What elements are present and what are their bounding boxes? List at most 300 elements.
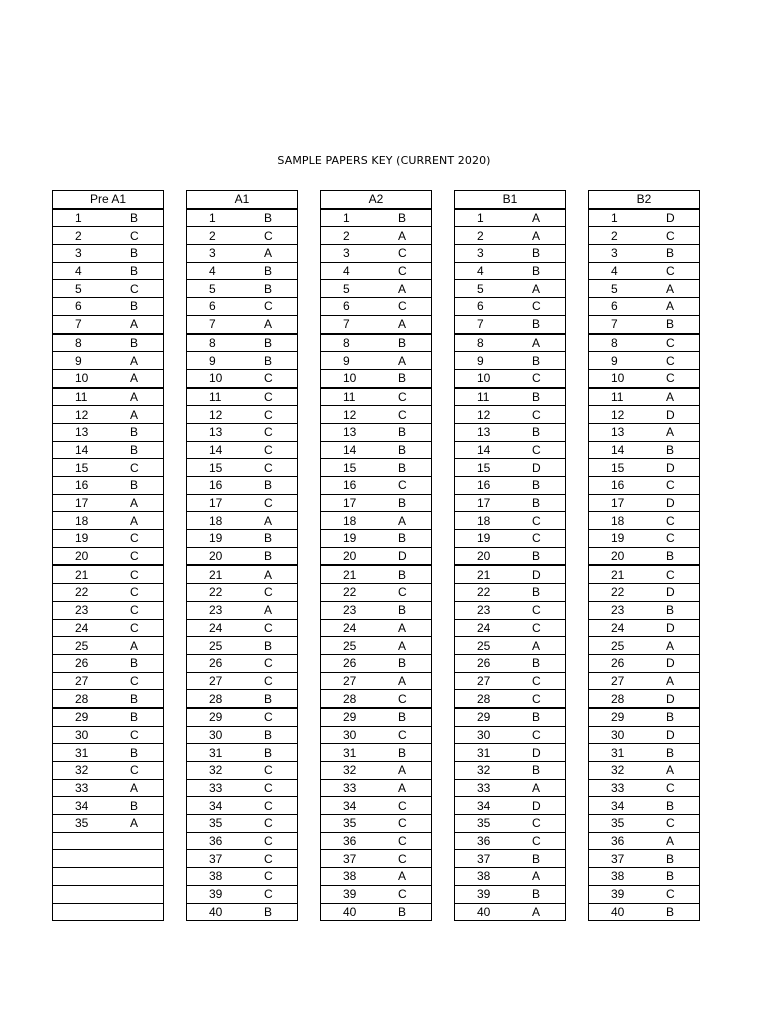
table-row (187, 530, 298, 548)
answer-letter: C (242, 885, 298, 903)
answer-letter: B (510, 547, 566, 565)
answer-letter: C (242, 227, 298, 245)
answer-letter: B (376, 459, 432, 477)
answer-letter: A (376, 512, 432, 530)
answer-letter: C (644, 227, 700, 245)
table-row (589, 815, 700, 833)
table-row (187, 726, 298, 744)
answer-letter: C (376, 406, 432, 424)
answer-letter: C (108, 547, 164, 565)
table-row (589, 565, 700, 583)
table-row (321, 654, 432, 672)
table-row (53, 388, 164, 406)
question-number: 14 (321, 441, 377, 459)
answer-letter: B (644, 850, 700, 868)
question-number: 26 (187, 654, 243, 672)
question-number: 33 (321, 779, 377, 797)
question-number: 11 (589, 388, 645, 406)
question-number: 6 (455, 298, 511, 316)
table-row (589, 708, 700, 726)
table-row (53, 601, 164, 619)
question-number: 38 (187, 868, 243, 886)
table-header: Pre A1 (53, 191, 164, 209)
table-row (589, 762, 700, 780)
table-row (589, 459, 700, 477)
question-number: 28 (455, 690, 511, 708)
answer-letter: C (376, 690, 432, 708)
answer-letter: A (644, 280, 700, 298)
answer-letter: B (510, 494, 566, 512)
table-row (53, 637, 164, 655)
answer-letter: C (242, 708, 298, 726)
question-number: 9 (187, 352, 243, 370)
table-row (187, 708, 298, 726)
question-number: 8 (589, 334, 645, 352)
table-row (53, 762, 164, 780)
table-row (321, 315, 432, 333)
table-row (455, 388, 566, 406)
answer-letter: C (644, 352, 700, 370)
answer-letter: B (376, 530, 432, 548)
answer-letter: C (644, 565, 700, 583)
question-number: 34 (455, 797, 511, 815)
question-number: 17 (321, 494, 377, 512)
answer-letter: B (510, 388, 566, 406)
question-number: 12 (589, 406, 645, 424)
table-row (53, 315, 164, 333)
table-row (455, 797, 566, 815)
table-row (455, 654, 566, 672)
answer-letter: C (644, 334, 700, 352)
answer-letter: C (242, 441, 298, 459)
table-row (321, 209, 432, 227)
answer-letter: C (242, 779, 298, 797)
question-number: 23 (321, 601, 377, 619)
question-number: 20 (53, 547, 109, 565)
answer-letter: A (644, 298, 700, 316)
table-row (187, 584, 298, 602)
table-row (53, 406, 164, 424)
table-row (589, 352, 700, 370)
answer-letter: B (242, 690, 298, 708)
answer-letter: A (376, 762, 432, 780)
table-row (589, 245, 700, 263)
table-row (321, 779, 432, 797)
answer-letter: B (510, 762, 566, 780)
table-row (589, 672, 700, 690)
answer-letter: B (242, 547, 298, 565)
answer-letter: B (108, 797, 164, 815)
table-row (455, 530, 566, 548)
question-number: 15 (589, 459, 645, 477)
answer-letter: B (376, 334, 432, 352)
table-row (53, 334, 164, 352)
table-row (455, 315, 566, 333)
answer-letter: C (242, 815, 298, 833)
table-row (53, 494, 164, 512)
question-number: 21 (455, 565, 511, 583)
question-number: 20 (321, 547, 377, 565)
table-row (589, 209, 700, 227)
question-number: 1 (53, 209, 109, 227)
answer-letter: C (644, 512, 700, 530)
answer-letter: B (108, 441, 164, 459)
table-row (455, 262, 566, 280)
answer-letter: D (644, 726, 700, 744)
answer-letter: C (108, 280, 164, 298)
answer-letter: B (510, 654, 566, 672)
question-number: 35 (455, 815, 511, 833)
table-row (455, 584, 566, 602)
question-number: 2 (187, 227, 243, 245)
answer-letter: A (644, 388, 700, 406)
table-row (53, 369, 164, 387)
answer-letter: A (108, 494, 164, 512)
answer-letter: B (108, 423, 164, 441)
table-row (455, 637, 566, 655)
answer-letter: B (242, 530, 298, 548)
answer-letter: C (644, 815, 700, 833)
question-number: 14 (589, 441, 645, 459)
question-number: 18 (53, 512, 109, 530)
answer-letter: A (108, 406, 164, 424)
answer-letter: C (108, 459, 164, 477)
answer-letter: D (644, 459, 700, 477)
answer-letter: B (108, 245, 164, 263)
table-row (53, 441, 164, 459)
table-row (187, 315, 298, 333)
answer-letter: C (242, 619, 298, 637)
question-number: 24 (589, 619, 645, 637)
answer-letter: C (242, 850, 298, 868)
answer-key-table (52, 190, 164, 921)
table-row (455, 547, 566, 565)
table-row (187, 494, 298, 512)
answer-letter: A (108, 315, 164, 333)
answer-letter: A (108, 369, 164, 387)
question-number: 14 (53, 441, 109, 459)
answer-letter: B (510, 262, 566, 280)
table-row (187, 868, 298, 886)
table-row (321, 388, 432, 406)
table-row (187, 477, 298, 495)
question-number: 18 (589, 512, 645, 530)
question-number: 32 (455, 762, 511, 780)
table-row (455, 726, 566, 744)
answer-letter: C (242, 494, 298, 512)
answer-letter: C (242, 406, 298, 424)
table-row (455, 690, 566, 708)
table-row (589, 601, 700, 619)
answer-letter: A (242, 315, 298, 333)
answer-letter: C (510, 441, 566, 459)
question-number: 21 (321, 565, 377, 583)
table-row (321, 868, 432, 886)
answer-letter: A (108, 352, 164, 370)
question-number: 11 (53, 388, 109, 406)
answer-letter: A (108, 637, 164, 655)
table-row (187, 298, 298, 316)
table-row (589, 280, 700, 298)
table-row (321, 334, 432, 352)
table-row (455, 850, 566, 868)
table-row (53, 584, 164, 602)
answer-letter: C (644, 530, 700, 548)
answer-letter: B (242, 262, 298, 280)
answer-letter: A (644, 672, 700, 690)
question-number: 24 (455, 619, 511, 637)
table-row (187, 637, 298, 655)
answer-letter: B (108, 298, 164, 316)
table-row (321, 459, 432, 477)
question-number: 4 (321, 262, 377, 280)
answer-letter: B (644, 797, 700, 815)
answer-letter: A (510, 868, 566, 886)
question-number: 27 (187, 672, 243, 690)
question-number: 37 (455, 850, 511, 868)
answer-letter: B (108, 477, 164, 495)
answer-letter: B (644, 601, 700, 619)
question-number (53, 903, 109, 921)
answer-letter: B (510, 584, 566, 602)
question-number: 9 (321, 352, 377, 370)
answer-letter: B (242, 334, 298, 352)
table-row (321, 477, 432, 495)
question-number: 17 (53, 494, 109, 512)
answer-letter: C (108, 584, 164, 602)
table-row (321, 245, 432, 263)
question-number: 3 (455, 245, 511, 263)
answer-letter: B (108, 654, 164, 672)
question-number: 3 (589, 245, 645, 263)
table-row (187, 654, 298, 672)
question-number: 19 (187, 530, 243, 548)
question-number: 7 (455, 315, 511, 333)
answer-letter: B (644, 744, 700, 762)
answer-letter: C (510, 369, 566, 387)
table-row (455, 832, 566, 850)
answer-letter: C (108, 672, 164, 690)
answer-letter: B (376, 494, 432, 512)
question-number: 40 (187, 903, 243, 921)
answer-letter: C (376, 832, 432, 850)
question-number: 2 (455, 227, 511, 245)
answer-letter: C (644, 779, 700, 797)
question-number: 35 (53, 815, 109, 833)
question-number: 30 (187, 726, 243, 744)
answer-letter: B (644, 245, 700, 263)
answer-letter: D (510, 459, 566, 477)
question-number: 32 (53, 762, 109, 780)
table-row (589, 262, 700, 280)
question-number: 12 (321, 406, 377, 424)
answer-letter: C (510, 601, 566, 619)
answer-letter: C (376, 388, 432, 406)
question-number: 36 (589, 832, 645, 850)
question-number: 30 (455, 726, 511, 744)
table-row (455, 512, 566, 530)
question-number: 34 (321, 797, 377, 815)
question-number: 17 (187, 494, 243, 512)
table-header: B1 (455, 191, 566, 209)
answer-letter: C (108, 619, 164, 637)
question-number: 25 (455, 637, 511, 655)
answer-key-table (320, 190, 432, 921)
answer-key-table (186, 190, 298, 921)
question-number: 28 (187, 690, 243, 708)
table-row (455, 708, 566, 726)
question-number: 30 (53, 726, 109, 744)
question-number: 27 (589, 672, 645, 690)
question-number: 19 (455, 530, 511, 548)
answer-letter: C (376, 797, 432, 815)
question-number: 35 (187, 815, 243, 833)
answer-letter: B (242, 477, 298, 495)
table-row (187, 832, 298, 850)
answer-letter: B (376, 369, 432, 387)
question-number: 16 (455, 477, 511, 495)
table-row (187, 547, 298, 565)
table-row (455, 779, 566, 797)
answer-letter: A (242, 565, 298, 583)
question-number: 26 (321, 654, 377, 672)
question-number: 1 (455, 209, 511, 227)
table-row (321, 494, 432, 512)
answer-letter (108, 868, 164, 886)
table-row (53, 280, 164, 298)
question-number: 9 (589, 352, 645, 370)
table-row (187, 797, 298, 815)
page-title: SAMPLE PAPERS KEY (CURRENT 2020) (277, 154, 491, 167)
answer-letter: D (644, 690, 700, 708)
answer-letter: C (242, 762, 298, 780)
question-number: 38 (321, 868, 377, 886)
table-row (53, 209, 164, 227)
table-row (321, 762, 432, 780)
table-row (187, 565, 298, 583)
question-number: 34 (589, 797, 645, 815)
question-number: 5 (589, 280, 645, 298)
table-row (321, 406, 432, 424)
answer-letter: B (242, 637, 298, 655)
table-row (321, 726, 432, 744)
answer-letter: A (242, 245, 298, 263)
answer-letter: A (108, 815, 164, 833)
question-number: 6 (321, 298, 377, 316)
question-number: 35 (589, 815, 645, 833)
question-number: 29 (589, 708, 645, 726)
question-number: 25 (187, 637, 243, 655)
answer-letter: C (108, 601, 164, 619)
question-number: 19 (589, 530, 645, 548)
table-row (53, 815, 164, 833)
question-number: 12 (187, 406, 243, 424)
question-number (53, 850, 109, 868)
table-row (321, 352, 432, 370)
question-number: 40 (455, 903, 511, 921)
table-row (53, 565, 164, 583)
table-header: A2 (321, 191, 432, 209)
question-number: 39 (187, 885, 243, 903)
answer-letter (108, 850, 164, 868)
question-number: 38 (589, 868, 645, 886)
answer-letter: B (242, 903, 298, 921)
answer-letter: C (510, 726, 566, 744)
table-row (53, 885, 164, 903)
question-number: 33 (589, 779, 645, 797)
table-row (53, 352, 164, 370)
table-row (589, 797, 700, 815)
answer-letter: C (510, 832, 566, 850)
answer-letter: C (510, 690, 566, 708)
answer-letter: B (376, 744, 432, 762)
question-number: 21 (187, 565, 243, 583)
table-row (187, 388, 298, 406)
question-number: 6 (187, 298, 243, 316)
table-row (589, 477, 700, 495)
answer-letter: B (242, 744, 298, 762)
answer-letter: B (376, 708, 432, 726)
answer-letter: B (644, 903, 700, 921)
answer-letter: C (510, 298, 566, 316)
question-number: 32 (589, 762, 645, 780)
question-number: 4 (455, 262, 511, 280)
table-row (187, 885, 298, 903)
table-row (455, 477, 566, 495)
table-row (321, 885, 432, 903)
question-number: 14 (455, 441, 511, 459)
question-number: 18 (455, 512, 511, 530)
answer-letter: A (644, 637, 700, 655)
answer-letter: B (108, 744, 164, 762)
table-row (589, 512, 700, 530)
question-number: 35 (321, 815, 377, 833)
table-row (187, 779, 298, 797)
table-row (187, 423, 298, 441)
question-number: 17 (589, 494, 645, 512)
table-row (321, 619, 432, 637)
table-row (589, 547, 700, 565)
table-row (455, 868, 566, 886)
answer-letter: C (644, 885, 700, 903)
answer-letter: A (644, 762, 700, 780)
question-number: 34 (53, 797, 109, 815)
question-number: 30 (321, 726, 377, 744)
table-row (589, 637, 700, 655)
table-row (589, 369, 700, 387)
answer-letter: A (644, 832, 700, 850)
answer-letter: B (108, 690, 164, 708)
answer-letter: B (510, 245, 566, 263)
question-number: 1 (321, 209, 377, 227)
table-row (321, 601, 432, 619)
table-header: A1 (187, 191, 298, 209)
answer-letter: C (376, 262, 432, 280)
table-row (187, 280, 298, 298)
question-number: 13 (321, 423, 377, 441)
table-row (455, 423, 566, 441)
table-row (589, 832, 700, 850)
table-row (455, 227, 566, 245)
question-number: 1 (187, 209, 243, 227)
answer-letter: B (242, 280, 298, 298)
table-row (589, 850, 700, 868)
table-row (187, 744, 298, 762)
table-row (321, 637, 432, 655)
answer-letter: B (510, 423, 566, 441)
question-number: 40 (589, 903, 645, 921)
question-number: 13 (589, 423, 645, 441)
